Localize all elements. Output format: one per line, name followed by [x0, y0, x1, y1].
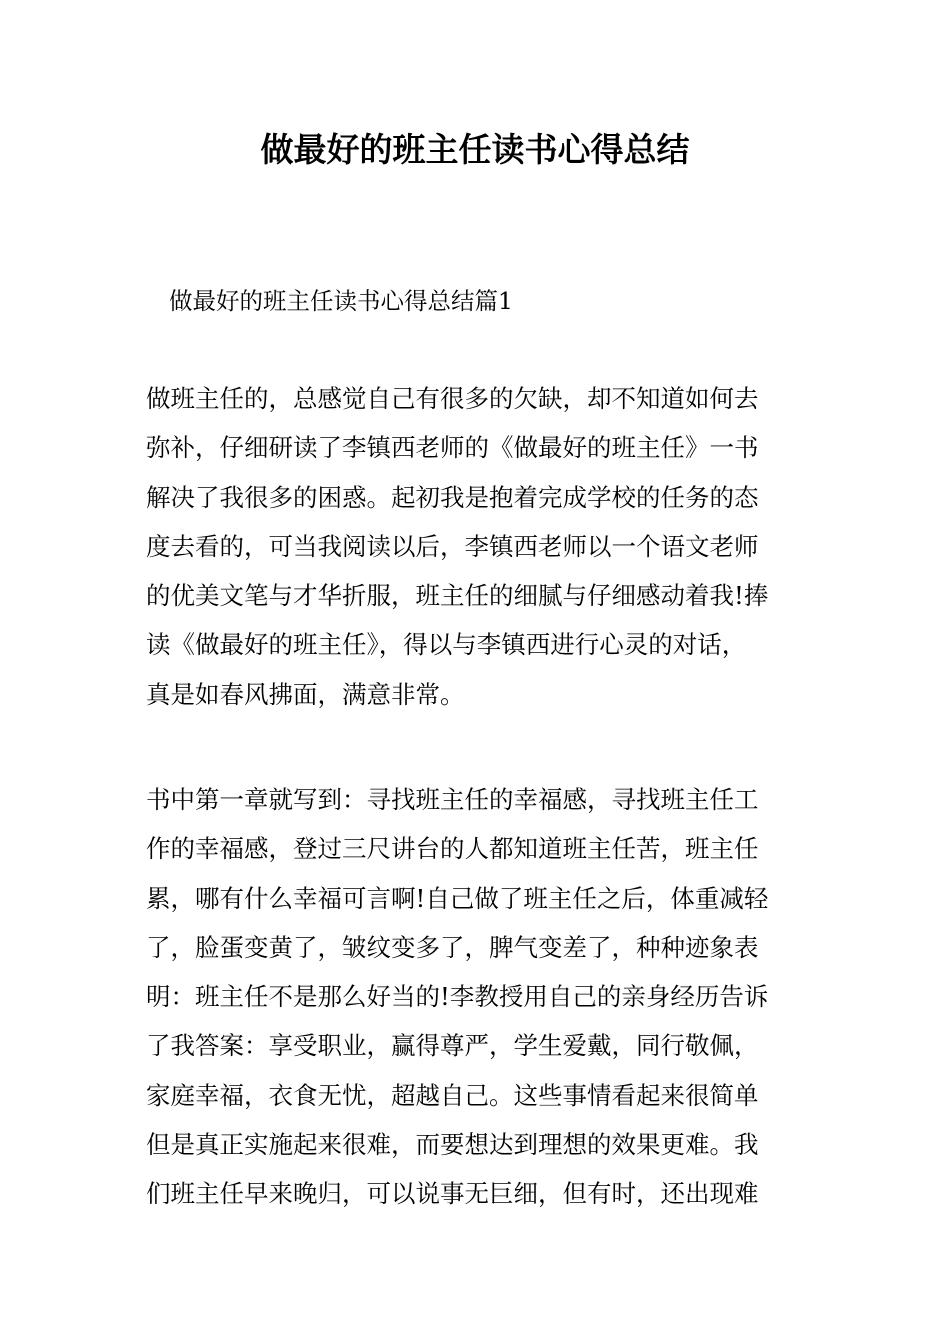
paragraph-line: 明：班主任不是那么好当的!李教授用自己的亲身经历告诉 — [146, 982, 769, 1012]
paragraph-line: 作的幸福感，登过三尺讲台的人都知道班主任苦，班主任 — [146, 834, 759, 864]
paragraph-line: 书中第一章就写到：寻找班主任的幸福感，寻找班主任工 — [146, 785, 759, 814]
paragraph-line: 累，哪有什么幸福可言啊!自己做了班主任之后，体重减轻 — [146, 883, 769, 913]
paragraph-line: 真是如春风拂面，满意非常。 — [146, 679, 465, 709]
paragraph-line: 做班主任的，总感觉自己有很多的欠缺，却不知道如何去 — [146, 384, 759, 413]
paragraph-line: 家庭幸福，衣食无忧，超越自己。这些事情看起来很简单 — [146, 1080, 759, 1110]
paragraph-line: 了，脸蛋变黄了，皱纹变多了，脾气变差了，种种迹象表 — [146, 932, 759, 962]
paragraph-2 — [146, 775, 816, 1219]
document-title: 做最好的班主任读书心得总结 — [260, 130, 690, 169]
paragraph-line: 解决了我很多的困惑。起初我是抱着完成学校的任务的态 — [146, 482, 759, 512]
section-heading: 做最好的班主任读书心得总结篇1 — [169, 287, 513, 315]
paragraph-1 — [146, 374, 816, 719]
paragraph-line: 们班主任早来晚归，可以说事无巨细，但有时，还出现难 — [146, 1179, 759, 1209]
paragraph-line: 了我答案：享受职业，赢得尊严，学生爱戴，同行敬佩， — [146, 1031, 759, 1061]
paragraph-line: 弥补，仔细研读了李镇西老师的《做最好的班主任》一书 — [146, 433, 759, 463]
paragraph-line: 的优美文笔与才华折服，班主任的细腻与仔细感动着我!捧 — [146, 581, 769, 611]
paragraph-line: 但是真正实施起来很难，而要想达到理想的效果更难。我 — [146, 1130, 759, 1160]
paragraph-line: 读《做最好的班主任》，得以与李镇西进行心灵的对话， — [146, 630, 747, 660]
paragraph-line: 度去看的，可当我阅读以后，李镇西老师以一个语文老师 — [146, 531, 759, 561]
